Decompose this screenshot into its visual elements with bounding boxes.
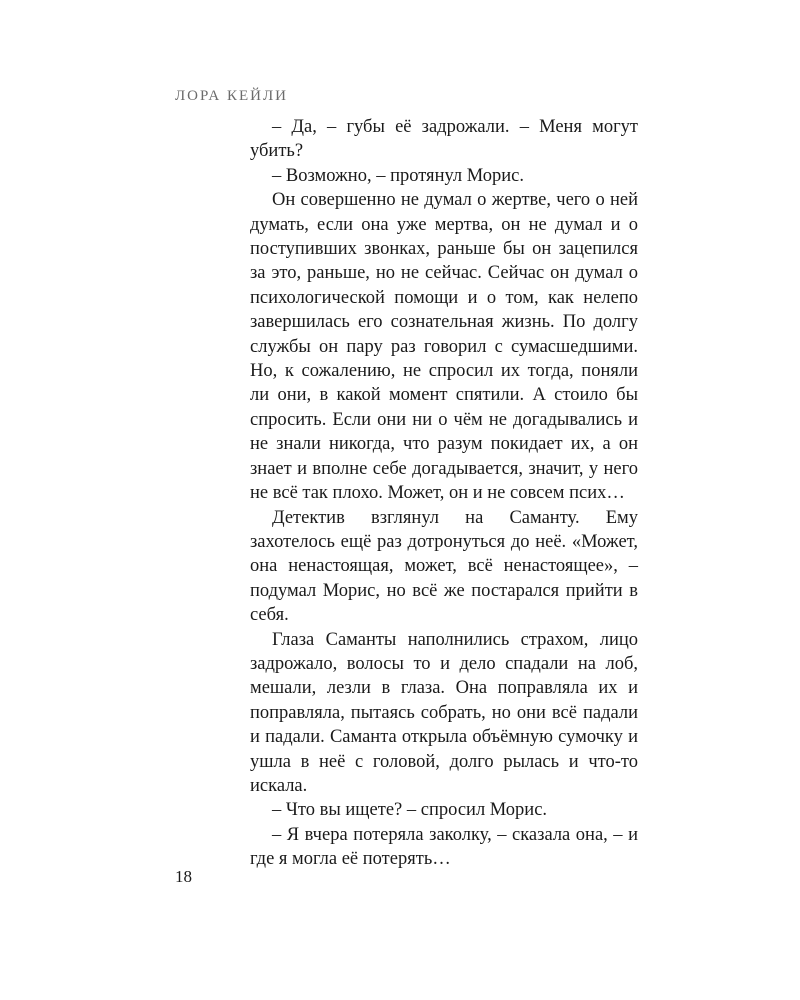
paragraph: – Возможно, – протянул Морис.	[272, 165, 524, 186]
paragraph: – Да, – губы её задрожали. – Меня могут убить?	[250, 117, 638, 162]
paragraph: Глаза Саманты наполнились страхом, лицо задрожало, волосы то и дело спадали на лоб, мешали, лезли в глаза. Она поправляла их и поправляла, пытаясь собрать, но они всё падали и падали. Саманта открыла объёмную сумочку и ушла в неё с головой, долго рылась и что-то искала.	[250, 629, 638, 796]
body-text	[250, 115, 638, 872]
paragraph: Детектив взглянул на Саманту. Ему захотелось ещё раз дотронуться до неё. «Может, она ненастоящая, может, всё ненастоящее», – подумал Морис, но всё же постарался прийти в себя.	[250, 507, 638, 626]
paragraph: – Что вы ищете? – спросил Морис.	[272, 800, 548, 821]
running-head: ЛОРА КЕЙЛИ	[175, 88, 289, 104]
paragraph: Он совершенно не думал о жертве, чего о ней думать, если она уже мертва, он не думал и о поступивших звонках, раньше бы он зацепился за это, раньше, но не сейчас. Сейчас он думал о психологической помощи и о том, как нелепо завершилась его сознательная жизнь. По долгу службы он пару раз говорил с сумасшедшими. Но, к сожалению, не спросил их тогда, поняли ли они, в какой момент спятили. А стоило бы спросить. Если они ни о чём не догадывались и не знали никогда, что разум покидает их, а он знает и вполне себе догадывается, значит, у него не всё так плохо. Может, он и не совсем псих…	[250, 190, 638, 504]
page-number: 18	[175, 867, 192, 886]
paragraph: – Я вчера потеряла заколку, – сказала она, – и где я могла её потерять…	[250, 824, 638, 870]
